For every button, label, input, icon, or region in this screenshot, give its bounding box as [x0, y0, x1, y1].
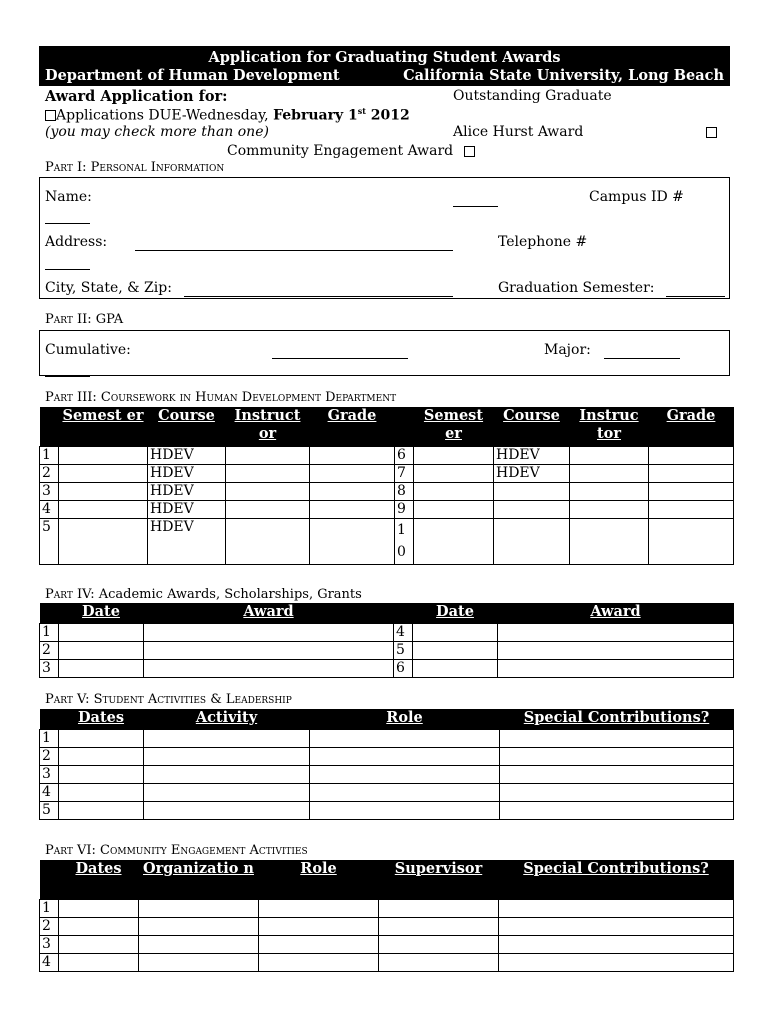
due-date-suffix: st [357, 106, 366, 116]
campus-id-label: Campus ID # [589, 189, 684, 205]
community-engagement-label: Community Engagement Award [227, 143, 454, 159]
table-row: 4 [40, 953, 734, 971]
awards-table [39, 603, 734, 678]
department-name: Department of Human Development [45, 67, 340, 84]
name-field[interactable] [453, 190, 498, 207]
col-date: Date [59, 603, 144, 623]
due-prefix: Applications DUE-Wednesday, [56, 107, 274, 124]
col-semester-2: Semest er [414, 407, 494, 446]
address-label: Address: [45, 234, 108, 250]
col-award: Award [144, 603, 394, 623]
col-date-2: Date [413, 603, 498, 623]
part6-title: Part VI: Community Engagement Activities [45, 843, 308, 858]
award-option-alice-hurst: Alice Hurst Award [453, 124, 584, 140]
major-label: Major: [544, 342, 591, 358]
due-year: 2012 [365, 107, 410, 124]
community-engagement-checkbox[interactable] [464, 146, 475, 157]
table-row: 5 HDEV 1 0 [40, 518, 734, 564]
graduation-semester-field[interactable] [666, 280, 725, 297]
address-field[interactable] [135, 234, 453, 251]
city-state-zip-label: City, State, & Zip: [45, 280, 172, 296]
table-row: 1 HDEV 6 HDEV [40, 446, 734, 464]
col-course: Course [148, 407, 226, 446]
table-row: 2 [40, 747, 734, 765]
table-row: 2 HDEV 7 HDEV [40, 464, 734, 482]
col-instructor: Instruct or [226, 407, 310, 446]
col-course-2: Course [494, 407, 570, 446]
col-dates: Dates [59, 709, 144, 729]
campus-id-field[interactable] [45, 207, 90, 224]
col-award-2: Award [498, 603, 734, 623]
activities-table [39, 709, 734, 820]
coursework-table [39, 407, 734, 565]
table-row: 3 6 [40, 659, 734, 677]
table-row: 3 [40, 765, 734, 783]
graduation-semester-label: Graduation Semester: [498, 280, 655, 296]
col-dates: Dates [59, 860, 139, 899]
form-title: Application for Graduating Student Awards [208, 49, 561, 66]
major-gpa-field[interactable] [604, 342, 680, 359]
part4-title: Part IV: Academic Awards, Scholarships, Grants [45, 587, 362, 602]
col-instructor-2: Instruc tor [570, 407, 649, 446]
table-row: 3 HDEV 8 [40, 482, 734, 500]
col-grade: Grade [310, 407, 395, 446]
col-special-contributions: Special Contributions? [499, 860, 734, 899]
telephone-field[interactable] [45, 253, 90, 270]
table-row: 5 [40, 801, 734, 819]
alice-hurst-checkbox[interactable] [706, 127, 717, 138]
table-row: 1 4 [40, 623, 734, 641]
table-row: 2 5 [40, 641, 734, 659]
table-row: 1 [40, 729, 734, 747]
form-header [39, 46, 730, 86]
col-grade-2: Grade [649, 407, 734, 446]
col-activity: Activity [144, 709, 310, 729]
table-row: 4 [40, 783, 734, 801]
table-row: 1 [40, 899, 734, 917]
col-semester: Semest er [59, 407, 148, 446]
part3-title: Part III: Coursework in Human Development Department [45, 390, 397, 405]
part1-title: Part I: Personal Information [45, 160, 225, 175]
table-row: 4 HDEV 9 [40, 500, 734, 518]
part5-title: Part V: Student Activities & Leadership [45, 692, 292, 707]
award-option-outstanding-graduate: Outstanding Graduate [453, 88, 612, 104]
table-row: 3 [40, 935, 734, 953]
col-role: Role [310, 709, 500, 729]
part2-title: Part II: GPA [45, 312, 124, 327]
part4-subtitle: Academic Awards, Scholarships, Grants [98, 587, 362, 602]
col-role: Role [259, 860, 379, 899]
due-date-line [45, 106, 410, 124]
check-note: (you may check more than one) [45, 124, 269, 140]
city-state-zip-field[interactable] [184, 280, 453, 297]
cumulative-gpa-field[interactable] [272, 342, 408, 359]
table-row: 2 [40, 917, 734, 935]
telephone-label: Telephone # [498, 234, 588, 250]
due-checkbox[interactable] [45, 110, 56, 121]
gpa-extra-field[interactable] [45, 360, 90, 377]
university-name: California State University, Long Beach [403, 67, 724, 84]
col-organization: Organizatio n [139, 860, 259, 899]
award-option-community-engagement [227, 143, 475, 159]
community-engagement-table [39, 860, 734, 972]
col-supervisor: Supervisor [379, 860, 499, 899]
due-date: February 1 [273, 107, 358, 124]
cumulative-label: Cumulative: [45, 342, 131, 358]
name-label: Name: [45, 189, 92, 205]
award-application-label: Award Application for: [45, 88, 228, 105]
col-special-contributions: Special Contributions? [500, 709, 734, 729]
